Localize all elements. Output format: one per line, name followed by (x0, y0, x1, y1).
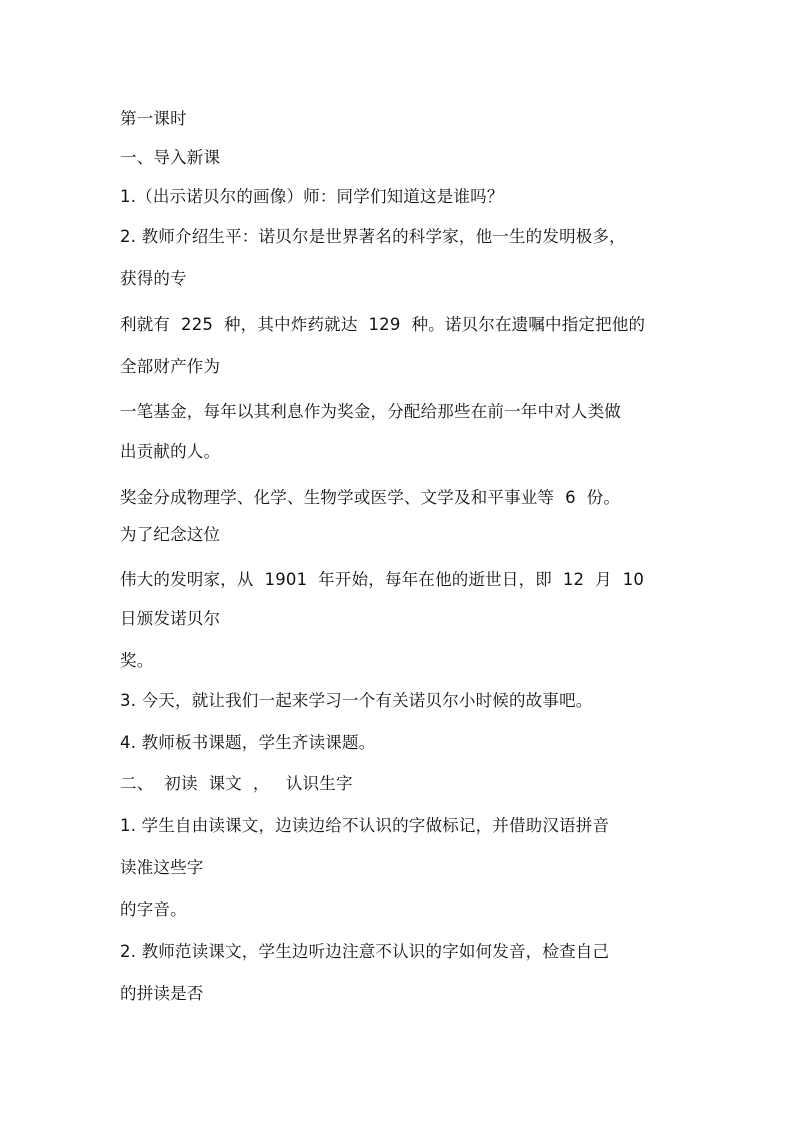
text-line: 奖金分成物理学、化学、生物学或医学、文学及和平事业等 6 份。 (120, 488, 621, 507)
text-line: 利就有 225 种，其中炸药就达 129 种。诺贝尔在遗嘱中指定把他的 (120, 315, 646, 334)
text-line: 日颁发诺贝尔 (120, 609, 221, 628)
section-heading-intro: 一、导入新课 (120, 148, 221, 167)
text-line: 一笔基金，每年以其利息作为奖金，分配给那些在前一年中对人类做 (120, 402, 621, 421)
text-line: 全部财产作为 (120, 357, 221, 376)
text-line: 获得的专 (120, 269, 187, 288)
text-line: 2. 教师范读课文，学生边听边注意不认识的字如何发音，检查自己 (120, 942, 610, 961)
text-line: 2. 教师介绍生平：诺贝尔是世界著名的科学家，他一生的发明极多， (120, 227, 626, 246)
text-line: 1. 学生自由读课文，边读边给不认识的字做标记，并借助汉语拼音 (120, 816, 610, 835)
text-line: 读准这些字 (120, 858, 204, 877)
text-line: 伟大的发明家，从 1901 年开始，每年在他的逝世日，即 12 月 10 (120, 570, 645, 589)
text-line: 的字音。 (120, 900, 187, 919)
text-line: 出贡献的人。 (120, 442, 221, 461)
text-line: 为了纪念这位 (120, 525, 221, 544)
text-line: 3. 今天，就让我们一起来学习一个有关诺贝尔小时候的故事吧。 (120, 691, 593, 710)
text-line: 1.（出示诺贝尔的画像）师：同学们知道这是谁吗？ (120, 187, 504, 206)
text-line: 的拼读是否 (120, 984, 204, 1003)
text-line: 奖。 (120, 651, 154, 670)
section-heading-reading: 二、 初读 课文 ， 认识生字 (120, 774, 353, 793)
lesson-period-heading: 第一课时 (120, 109, 187, 128)
text-line: 4. 教师板书课题，学生齐读课题。 (120, 733, 376, 752)
